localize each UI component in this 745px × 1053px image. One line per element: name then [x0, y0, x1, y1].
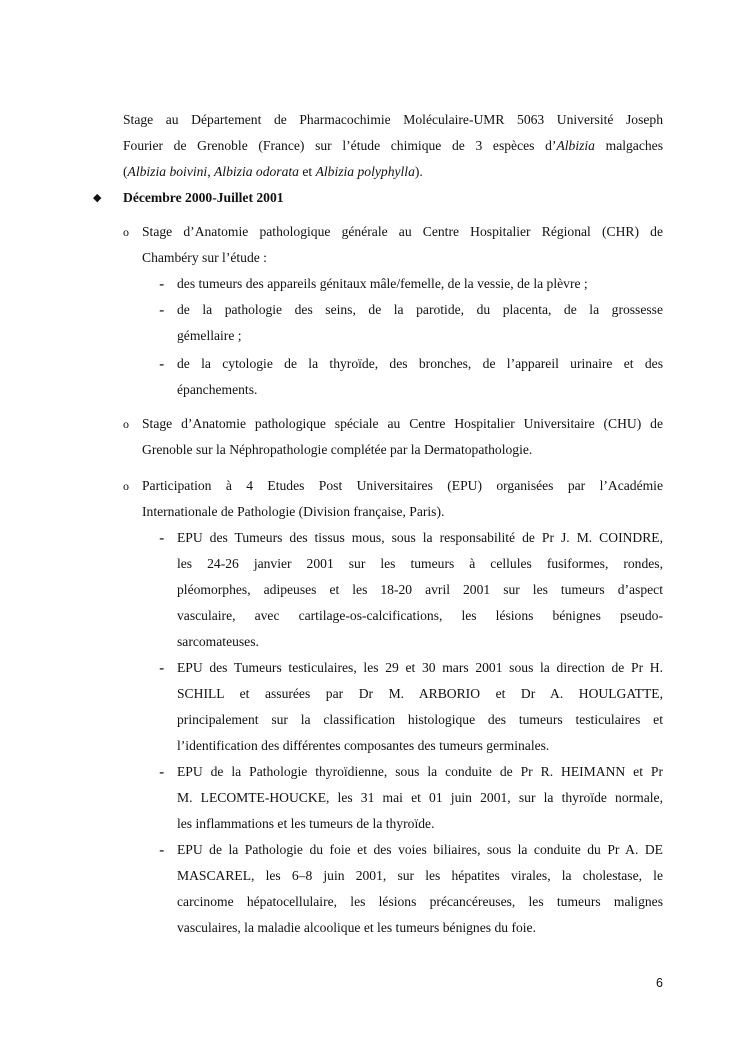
dash-bullet-icon: -: [159, 529, 165, 547]
page-number: 6: [656, 976, 663, 990]
epu-line: EPU des Tumeurs des tissus mous, sous la responsabilité de Pr J. M. COINDRE,: [177, 530, 663, 545]
dash-bullet-icon: -: [159, 659, 165, 677]
intro-line: (Albizia boivini, Albizia odorata et Albizia polyphylla).: [123, 164, 423, 179]
dash-bullet-icon: -: [159, 763, 165, 781]
epu-line: l’identification des différentes composantes des tumeurs germinales.: [177, 738, 550, 753]
epu-line: vasculaires, la maladie alcoolique et les tumeurs bénignes du foie.: [177, 920, 536, 935]
species-name: Albizia boivini: [127, 164, 208, 179]
dash-bullet-icon: -: [159, 355, 165, 373]
epu-line: les inflammations et les tumeurs de la thyroïde.: [177, 816, 435, 831]
circle-bullet-icon: o: [123, 417, 129, 431]
intro-line: Stage au Département de Pharmacochimie Moléculaire-UMR 5063 Université Joseph: [123, 112, 663, 127]
epu-line: EPU de la Pathologie thyroïdienne, sous la conduite de Pr R. HEIMANN et Pr: [177, 764, 663, 779]
sub-item-line: de la cytologie de la thyroïde, des bronches, de l’appareil urinaire et des: [177, 356, 663, 371]
section-heading: Décembre 2000-Juillet 2001: [123, 190, 284, 205]
circle-bullet-icon: o: [123, 479, 129, 493]
epu-line: SCHILL et assurées par Dr M. ARBORIO et Dr A. HOULGATTE,: [177, 686, 663, 701]
diamond-bullet-icon: ◆: [93, 191, 102, 204]
circle-bullet-icon: o: [123, 225, 129, 239]
epu-line: les 24-26 janvier 2001 sur les tumeurs à cellules fusiformes, rondes,: [177, 556, 663, 571]
epu-line: M. LECOMTE-HOUCKE, les 31 mai et 01 juin 2001, sur la thyroïde normale,: [177, 790, 663, 805]
sub-item-line: des tumeurs des appareils génitaux mâle/femelle, de la vessie, de la plèvre ;: [177, 276, 588, 291]
genus-name: Albizia: [556, 138, 595, 153]
list-item-line: Grenoble sur la Néphropathologie complétée par la Dermatopathologie.: [142, 442, 533, 457]
epu-line: EPU de la Pathologie du foie et des voies biliaires, sous la conduite du Pr A. DE: [177, 842, 663, 857]
epu-line: principalement sur la classification histologique des tumeurs testiculaires et: [177, 712, 663, 727]
list-item-line: Participation à 4 Etudes Post Universitaires (EPU) organisées par l’Académie: [142, 478, 663, 493]
epu-line: EPU des Tumeurs testiculaires, les 29 et 30 mars 2001 sous la direction de Pr H.: [177, 660, 663, 675]
dash-bullet-icon: -: [159, 275, 165, 293]
list-item-line: Stage d’Anatomie pathologique spéciale au Centre Hospitalier Universitaire (CHU) de: [142, 416, 663, 431]
epu-line: vasculaire, avec cartilage-os-calcifications, les lésions bénignes pseudo-: [177, 608, 663, 623]
epu-line: MASCAREL, les 6–8 juin 2001, sur les hépatites virales, la cholestase, le: [177, 868, 663, 883]
species-name: Albizia odorata: [214, 164, 299, 179]
species-name: Albizia polyphylla: [315, 164, 415, 179]
list-item-line: Internationale de Pathologie (Division française, Paris).: [142, 504, 445, 519]
sub-item-line: gémellaire ;: [177, 328, 242, 343]
list-item-line: Chambéry sur l’étude :: [142, 250, 267, 265]
epu-line: pléomorphes, adipeuses et les 18-20 avril 2001 sur les tumeurs d’aspect: [177, 582, 663, 597]
epu-line: carcinome hépatocellulaire, les lésions précancéreuses, les tumeurs malignes: [177, 894, 663, 909]
dash-bullet-icon: -: [159, 301, 165, 319]
sub-item-line: épanchements.: [177, 382, 258, 397]
epu-line: sarcomateuses.: [177, 634, 259, 649]
list-item-line: Stage d’Anatomie pathologique générale au Centre Hospitalier Régional (CHR) de: [142, 224, 663, 239]
sub-item-line: de la pathologie des seins, de la parotide, du placenta, de la grossesse: [177, 302, 663, 317]
intro-line: Fourier de Grenoble (France) sur l’étude chimique de 3 espèces d’Albizia malgaches: [123, 138, 663, 153]
dash-bullet-icon: -: [159, 841, 165, 859]
